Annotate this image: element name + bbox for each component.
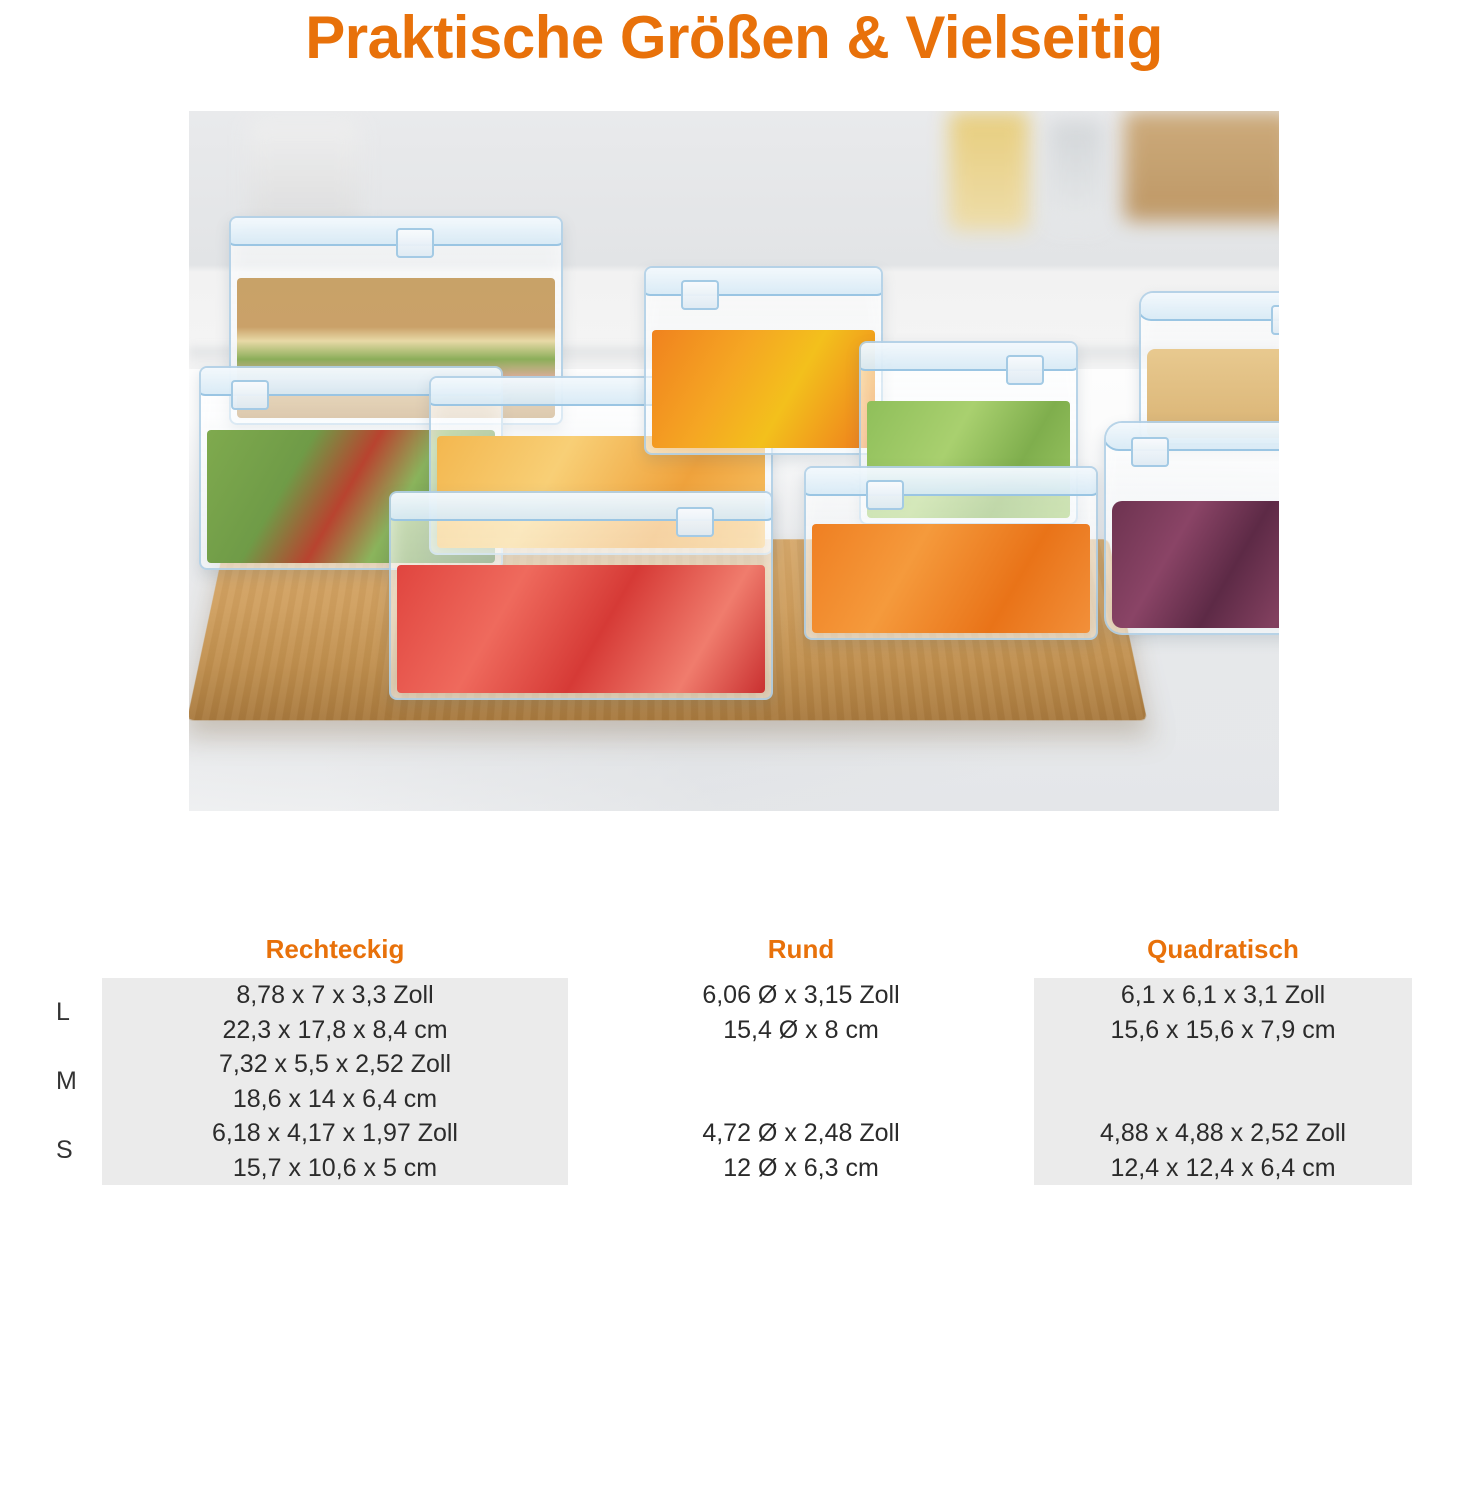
lid [389,491,773,521]
size-table-grid [56,978,1412,1185]
background-board-icon [1124,111,1279,221]
column-header-round: Rund [767,933,835,964]
dimension-cm: 15,6 x 15,6 x 7,9 cm [1110,1015,1336,1044]
lid [859,341,1078,371]
cell-rectangular-l [102,978,568,1047]
lid-clip [866,480,904,510]
photo-background [189,111,1279,811]
container-rect-carrots [804,466,1098,640]
dimension-inch: 8,78 x 7 x 3,3 Zoll [236,981,434,1009]
dimension-inch: 7,32 x 5,5 x 2,52 Zoll [218,1050,452,1078]
dimension-cm: 15,4 Ø x 8 cm [723,1015,879,1044]
background-bottle-icon [1049,121,1103,226]
cell-square-m [1034,1047,1412,1116]
dimension-inch: 6,18 x 4,17 x 1,97 Zoll [212,1119,458,1147]
cell-square-l [1034,978,1412,1047]
row-label-m: M [56,1067,77,1095]
row-label-l: L [56,998,70,1026]
size-table [0,920,1468,1185]
lid-clip [1271,305,1279,335]
cell-round-l [568,978,1034,1047]
container-round-grapes [1104,421,1279,635]
column-header-rectangular: Rechteckig [265,933,405,964]
row-label-s: S [56,1136,73,1164]
lid-clip [1131,437,1169,467]
dimension-inch: 4,88 x 4,88 x 2,52 Zoll [1100,1119,1346,1147]
dimension-cm: 12 Ø x 6,3 cm [723,1153,879,1182]
lid-clip [676,507,714,537]
column-header-square: Quadratisch [1147,933,1299,964]
food-grapes [1112,501,1279,628]
size-table-headers [56,920,1412,978]
product-photo [189,111,1279,811]
dimension-cm: 12,4 x 12,4 x 6,4 cm [1110,1153,1336,1182]
cell-rectangular-s [102,1116,568,1185]
column-round [568,978,1034,1185]
column-square [1034,978,1412,1185]
dimension-cm: 15,7 x 10,6 x 5 cm [232,1153,438,1182]
lid [804,466,1098,496]
lid-clip [396,228,434,258]
dimension-inch: 6,1 x 6,1 x 3,1 Zoll [1120,981,1326,1009]
background-jar-icon [949,111,1029,231]
column-rectangular [102,978,568,1185]
cell-rectangular-m [102,1047,568,1116]
cell-round-s [568,1116,1034,1185]
food-carrots [812,524,1090,633]
dimension-inch: 4,72 Ø x 2,48 Zoll [702,1119,900,1147]
cell-square-s [1034,1116,1412,1185]
container-rect-strawberries [389,491,773,700]
lid-clip [681,280,719,310]
row-labels [56,978,102,1185]
container-square-peppers [644,266,883,455]
lid-clip [1006,355,1044,385]
dimension-inch: 6,06 Ø x 3,15 Zoll [702,981,900,1009]
page-title: Praktische Größen & Vielseitig [305,4,1163,71]
lid [644,266,883,296]
dimension-cm: 18,6 x 14 x 6,4 cm [232,1084,438,1113]
food-peppers [652,330,875,448]
food-strawberries [397,565,765,693]
cell-round-m [568,1047,1034,1116]
lid-clip [231,380,269,410]
lid [1139,291,1279,321]
dimension-cm: 22,3 x 17,8 x 8,4 cm [222,1015,448,1044]
background-cup-icon [249,119,359,229]
